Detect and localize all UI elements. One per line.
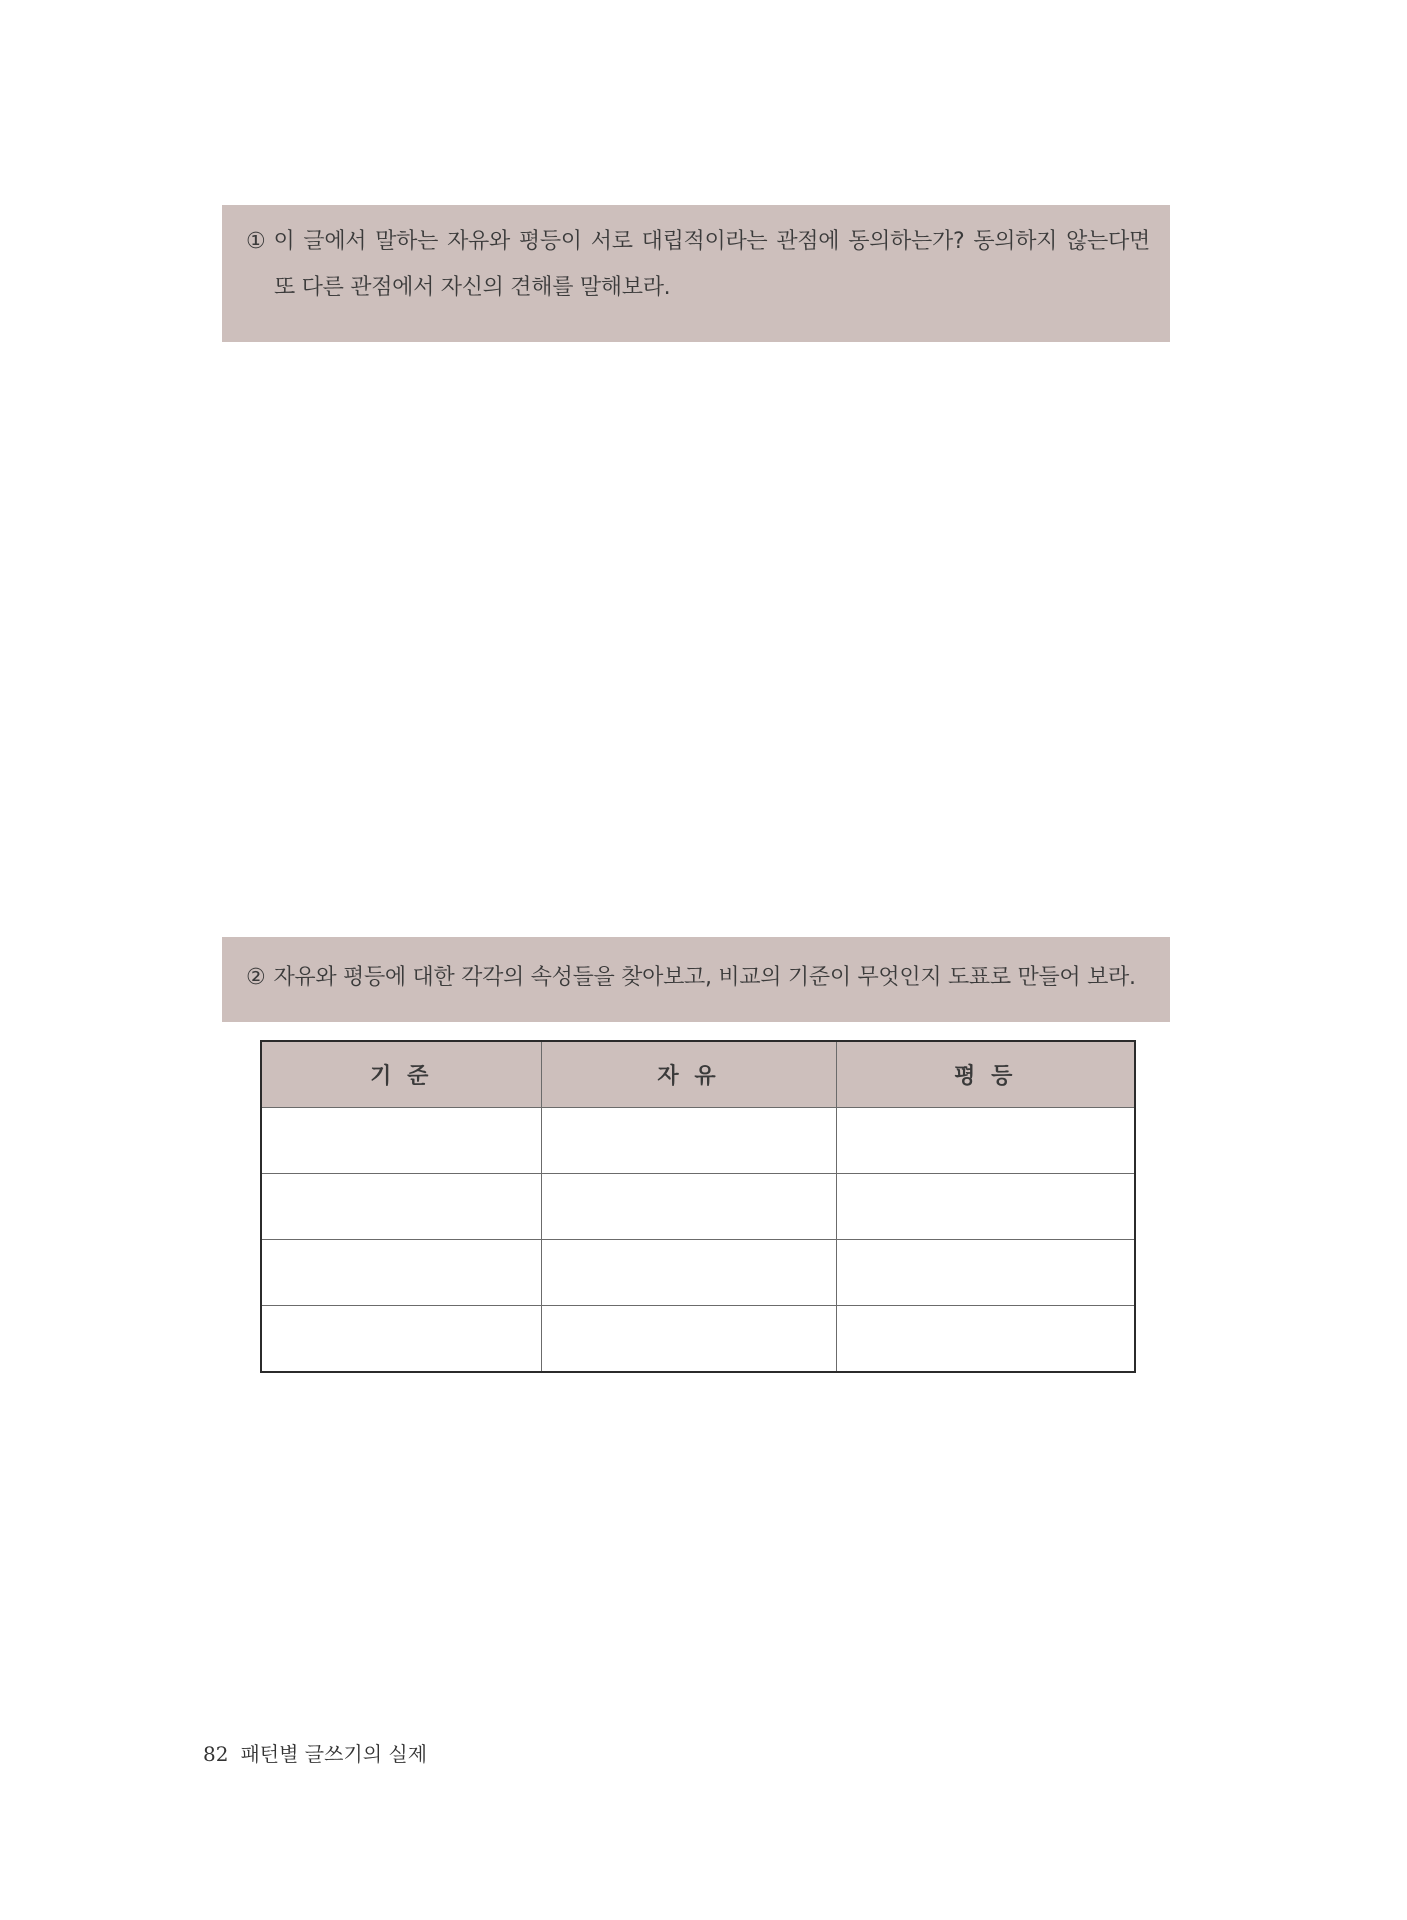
table-cell[interactable] — [836, 1240, 1135, 1306]
table-cell[interactable] — [541, 1240, 836, 1306]
question-1-word: 않는다면 — [1066, 229, 1150, 254]
table-cell[interactable] — [541, 1174, 836, 1240]
page-footer — [203, 1738, 427, 1767]
table-cell[interactable] — [261, 1108, 541, 1174]
question-1-word: 대립적이라는 — [641, 229, 768, 254]
question-1-number-and-word — [246, 229, 294, 255]
table-cell[interactable] — [541, 1306, 836, 1373]
question-1-word: 동의하는가? — [848, 229, 965, 254]
table-row — [261, 1306, 1135, 1373]
table-cell[interactable] — [836, 1306, 1135, 1373]
table-cell[interactable] — [261, 1240, 541, 1306]
table-cell[interactable] — [261, 1174, 541, 1240]
question-2-text: 자유와 평등에 대한 각각의 속성들을 찾아보고, 비교의 기준이 무엇인지 도표로 만들어 보라. — [273, 965, 1136, 990]
table-row — [261, 1240, 1135, 1306]
question-2-box — [222, 937, 1170, 1022]
table-row — [261, 1108, 1135, 1174]
header-equality: 평 등 — [836, 1041, 1135, 1108]
table-cell[interactable] — [836, 1174, 1135, 1240]
book-title: 패턴별 글쓰기의 실제 — [240, 1742, 428, 1766]
header-freedom: 자 유 — [541, 1041, 836, 1108]
question-2-number: ② — [246, 965, 266, 990]
question-1-word: 이 — [273, 229, 295, 254]
page-number: 82 — [203, 1742, 229, 1766]
question-1-number: ① — [246, 229, 266, 254]
question-1-box — [222, 205, 1170, 342]
comparison-table — [260, 1040, 1136, 1373]
question-1-word: 자유와 — [447, 229, 510, 254]
question-1-line-1 — [246, 229, 1150, 255]
question-1-word: 서로 — [590, 229, 633, 254]
question-2-line — [246, 965, 1150, 991]
question-1-word: 동의하지 — [973, 229, 1058, 254]
table-cell[interactable] — [836, 1108, 1135, 1174]
question-1-word: 관점에 — [776, 229, 840, 254]
header-criteria: 기 준 — [261, 1041, 541, 1108]
question-1-word: 말하는 — [375, 229, 439, 254]
table-row — [261, 1174, 1135, 1240]
table-header-row — [261, 1041, 1135, 1108]
question-1-word: 평등이 — [518, 229, 582, 254]
question-1-word: 글에서 — [303, 229, 367, 254]
table-cell[interactable] — [261, 1306, 541, 1373]
question-1-line-2: 또 다른 관점에서 자신의 견해를 말해보라. — [274, 275, 671, 300]
table-cell[interactable] — [541, 1108, 836, 1174]
